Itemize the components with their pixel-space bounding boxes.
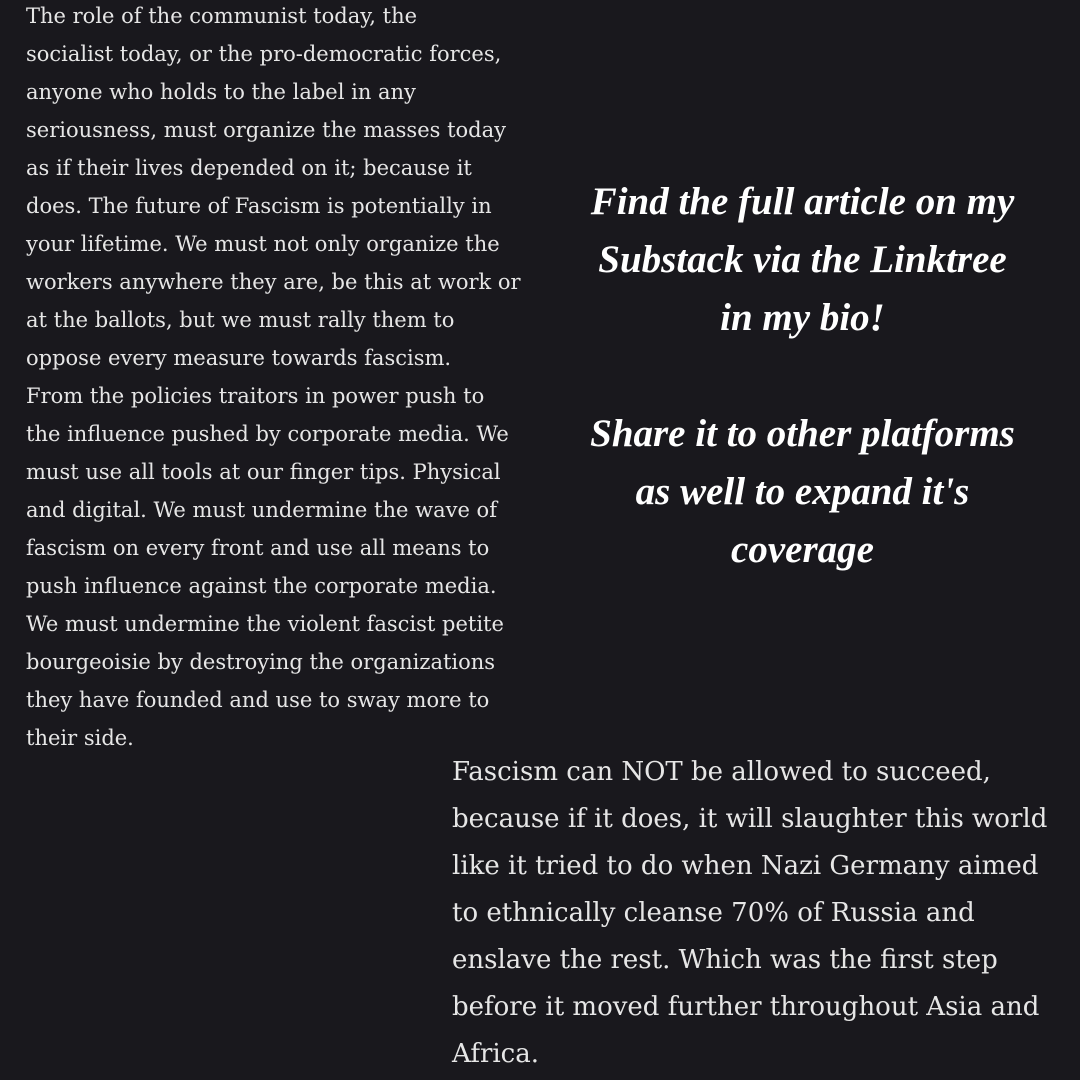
text-line: Africa. [452,1039,540,1069]
text-line: their side. [26,726,134,750]
text-line: your lifetime. We must not only organize the [26,232,500,256]
text-line: The role of the communist today, the [26,4,418,28]
text-line: bourgeoisie by destroying the organizations [26,650,496,674]
cta-find-line: Find the full article on my [590,180,1015,223]
text-line: Fascism can NOT be allowed to succeed, [452,757,991,787]
text-line: workers anywhere they are, be this at work or [26,270,521,294]
text-line: the influence pushed by corporate media. We [26,422,509,446]
text-line: because if it does, it will slaughter this world [452,804,1048,834]
text-line: push influence against the corporate media. [26,574,497,598]
text-line: anyone who holds to the label in any [26,80,416,104]
bottom-excerpt-paragraph [452,749,1062,1078]
text-line: and digital. We must undermine the wave of [26,498,497,522]
text-line: socialist today, or the pro-democratic forces, [26,42,502,66]
text-line: We must undermine the violent fascist petite [26,612,504,636]
cta-share-line: Share it to other platforms [590,412,1015,455]
text-line: at the ballots, but we must rally them to [26,308,455,332]
cta-find-line: in my bio! [720,296,885,339]
text-line: From the policies traitors in power push to [26,384,485,408]
text-line: enslave the rest. Which was the first step [452,945,998,975]
cta-spacer [540,347,1065,405]
text-line: seriousness, must organize the masses today [26,118,506,142]
text-line: fascism on every front and use all means to [26,536,490,560]
text-line: before it moved further throughout Asia and [452,992,1040,1022]
cta-find-line: Substack via the Linktree [598,238,1007,281]
cta-share-line: coverage [731,528,874,571]
text-line: as if their lives depended on it; because it [26,156,472,180]
text-line: they have founded and use to sway more to [26,688,490,712]
cta-share-line: as well to expand it's [635,470,970,513]
text-line: oppose every measure towards fascism. [26,346,452,370]
left-excerpt-paragraph [26,0,526,757]
text-line: to ethnically cleanse 70% of Russia and [452,898,975,928]
text-line: must use all tools at our finger tips. Physical [26,460,501,484]
call-to-action [540,173,1065,579]
text-line: does. The future of Fascism is potentially in [26,194,492,218]
text-line: like it tried to do when Nazi Germany aimed [452,851,1039,881]
